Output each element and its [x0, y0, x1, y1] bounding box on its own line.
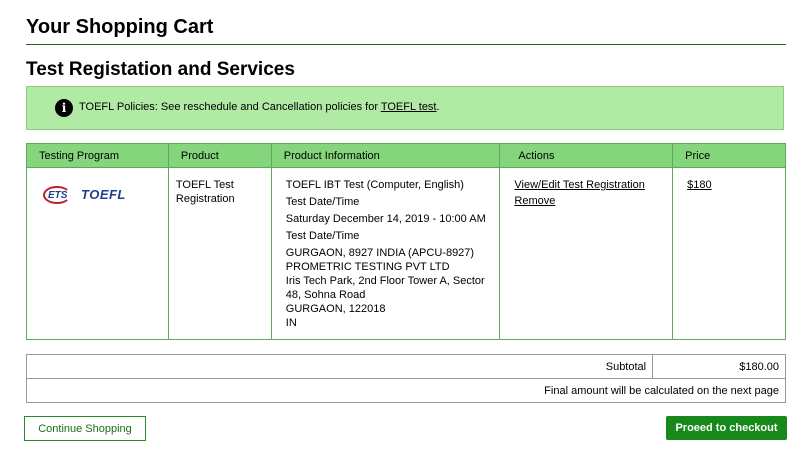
product-name: TOEFL Test Registration [175, 179, 235, 205]
table-row [27, 168, 786, 340]
test-datetime: Saturday December 14, 2019 - 10:00 AM [285, 213, 486, 225]
header-product: Product [168, 144, 271, 168]
subtotal-row [27, 355, 786, 379]
page-title: Your Shopping Cart [26, 16, 214, 38]
product-cell [168, 168, 271, 340]
subtotal-value: $180.00 [653, 355, 786, 379]
cart-table [26, 143, 786, 340]
section-title: Test Registation and Services [26, 59, 295, 80]
toefl-test-link[interactable]: TOEFL test [380, 101, 437, 113]
product-info-cell [271, 168, 500, 340]
testing-program-cell [27, 168, 169, 340]
totals-table [26, 354, 786, 403]
notice-text: TOEFL Policies: See reschedule and Cancellation policies for TOEFL test. [79, 101, 440, 113]
header-product-information: Product Information [271, 144, 500, 168]
header-testing-program: Testing Program [27, 144, 169, 168]
proceed-to-checkout-button[interactable]: Proeed to checkout [666, 416, 787, 440]
cart-header-row [27, 144, 786, 168]
center-label: Test Date/Time [285, 230, 360, 242]
header-price: Price [673, 144, 786, 168]
final-amount-note: Final amount will be calculated on the next page [27, 379, 786, 403]
test-center-address: GURGAON, 8927 INDIA (APCU-8927) PROMETRIC TESTING PVT LTD Iris Tech Park, 2nd Floor Tower A, Sector 48, Sohna Road GURGAON, 122018 IN [285, 247, 485, 329]
header-actions: Actions [500, 144, 673, 168]
date-label: Test Date/Time [285, 196, 360, 208]
continue-shopping-button[interactable]: Continue Shopping [24, 416, 146, 441]
ets-logo-icon: ETS [43, 184, 73, 206]
test-name: TOEFL IBT Test (Computer, English) [285, 179, 464, 191]
price-cell [673, 168, 786, 340]
subtotal-label: Subtotal [27, 355, 653, 379]
policy-notice [26, 86, 784, 130]
info-icon: i [55, 99, 73, 117]
toefl-logo-text: TOEFL [81, 187, 126, 202]
price-link[interactable]: $180 [687, 179, 712, 191]
final-note-row [27, 379, 786, 403]
ets-toefl-logo [43, 184, 162, 206]
title-divider [26, 44, 786, 45]
view-edit-registration-link[interactable]: View/Edit Test Registration [514, 179, 645, 191]
actions-cell [500, 168, 673, 340]
remove-link[interactable]: Remove [514, 195, 556, 207]
